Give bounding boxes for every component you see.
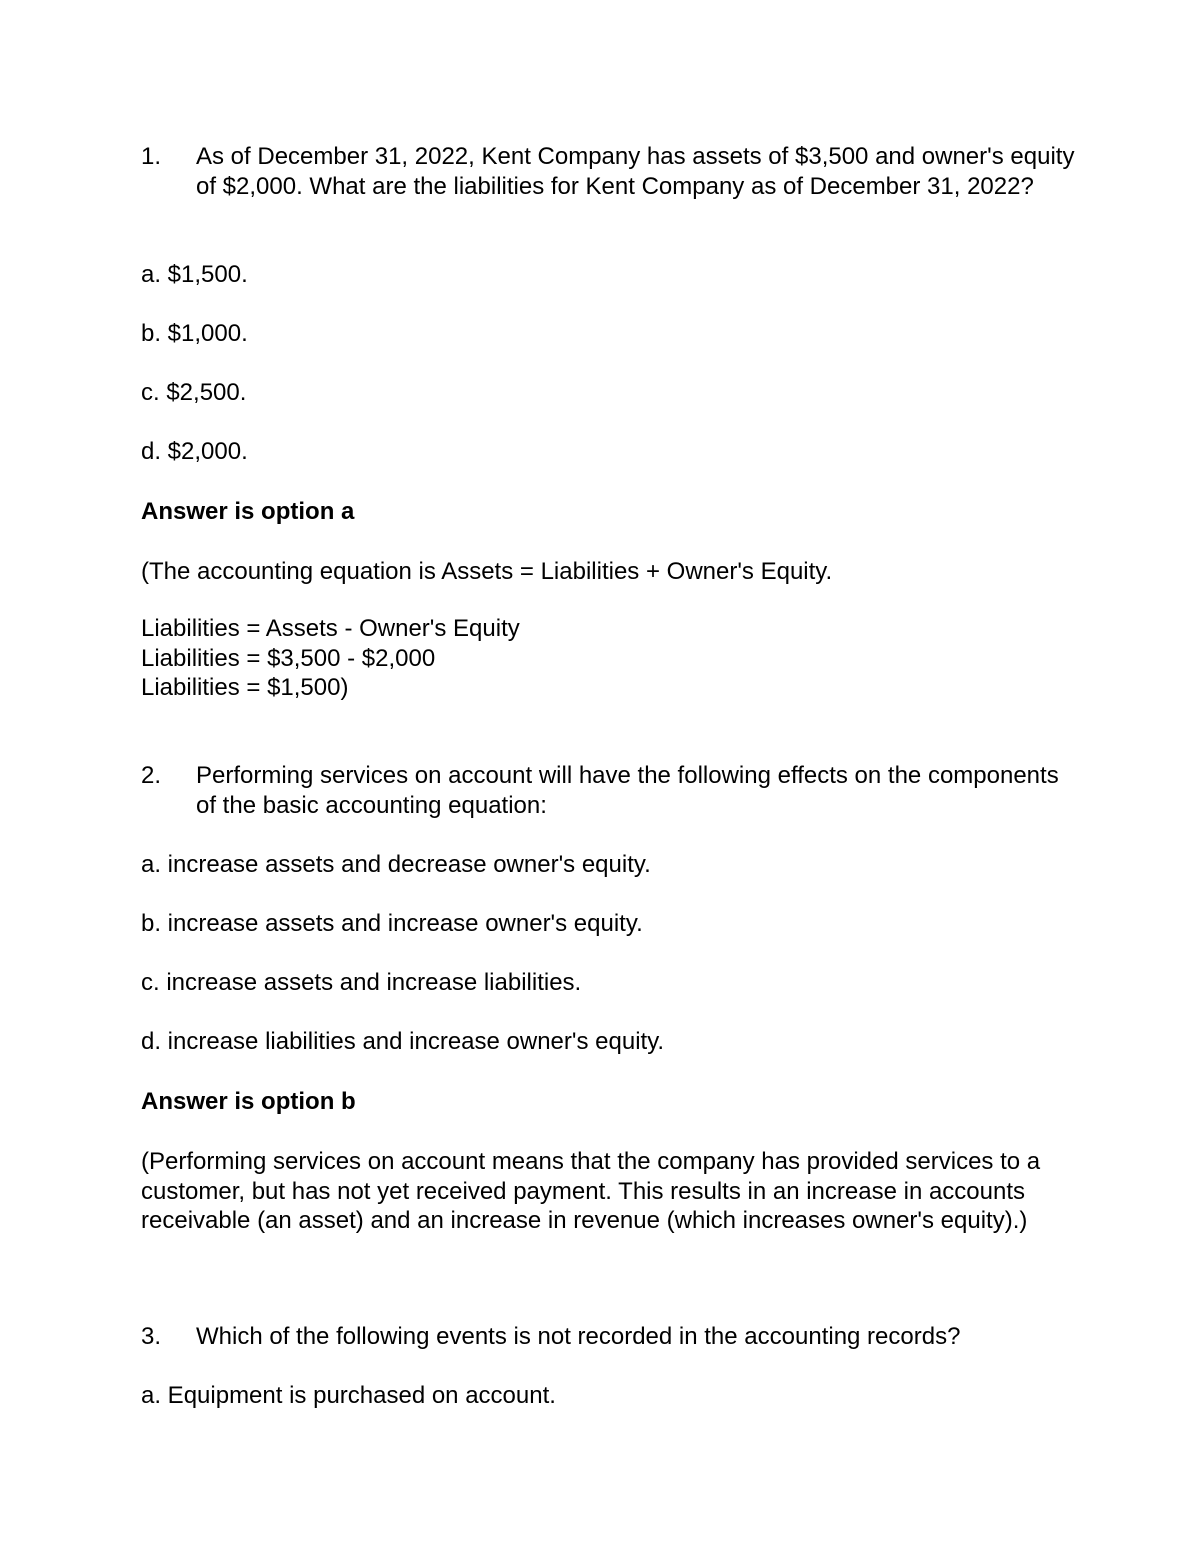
option-d: d. increase liabilities and increase owner's equity.: [141, 1028, 665, 1055]
question-text: As of December 31, 2022, Kent Company has assets of $3,500 and owner's equity of $2,000. What are the liabilities for Kent Company as of December 31, 2022?: [196, 143, 1075, 200]
explanation-line: Liabilities = $1,500): [141, 674, 349, 701]
option-c: c. $2,500.: [141, 379, 247, 406]
explanation-line: Liabilities = Assets - Owner's Equity: [141, 615, 520, 642]
option-d: d. $2,000.: [141, 438, 248, 465]
explanation-line: (The accounting equation is Assets = Liabilities + Owner's Equity.: [141, 558, 833, 585]
option-b: b. $1,000.: [141, 320, 248, 347]
question-text: Which of the following events is not recorded in the accounting records?: [196, 1323, 961, 1350]
answer-line: Answer is option b: [141, 1088, 356, 1115]
explanation-line: Liabilities = $3,500 - $2,000: [141, 645, 436, 672]
question-number: 3.: [141, 1323, 162, 1350]
explanation-paragraph: (Performing services on account means that the company has provided services to a customer, but has not yet received payment. This results in an increase in accounts receivable (an asset) and an increase in revenue (which increases owner's equity).): [141, 1148, 1041, 1234]
option-a: a. increase assets and decrease owner's equity.: [141, 851, 651, 878]
option-c: c. increase assets and increase liabilities.: [141, 969, 582, 996]
option-a: a. $1,500.: [141, 261, 248, 288]
question-number: 2.: [141, 762, 162, 789]
question-text: Performing services on account will have the following effects on the components of the basic accounting equation:: [196, 762, 1059, 819]
option-a: a. Equipment is purchased on account.: [141, 1382, 556, 1409]
option-b: b. increase assets and increase owner's equity.: [141, 910, 643, 937]
question-number: 1.: [141, 143, 162, 170]
answer-line: Answer is option a: [141, 498, 355, 525]
